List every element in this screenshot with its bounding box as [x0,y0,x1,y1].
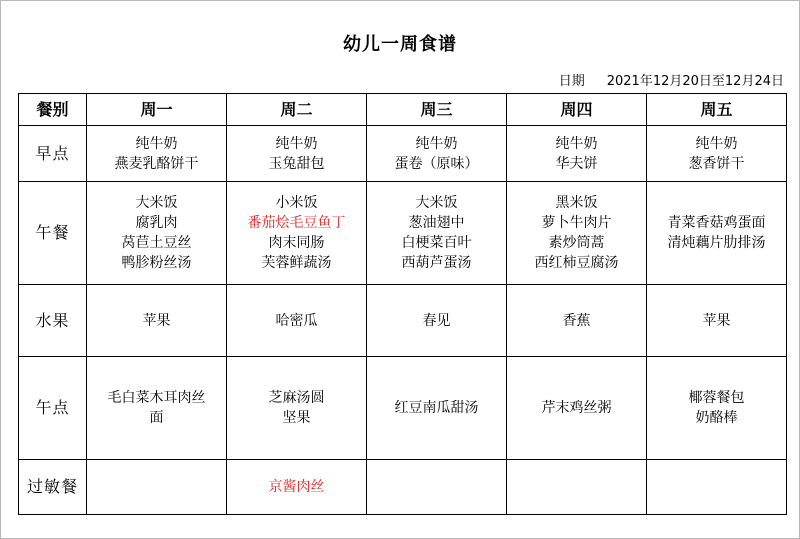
dish-item: 番茄烩毛豆鱼丁 [247,215,346,231]
menu-cell-breakfast-snack-thursday [507,126,647,182]
menu-cell-afternoon-snack-tuesday [227,357,367,460]
dish-item: 纯牛奶 [695,135,738,152]
dish-item: 香蕉 [562,312,591,329]
dish-item: 鸭胗粉丝汤 [121,255,192,271]
dish-item: 玉兔甜包 [268,155,325,172]
dish-item: 纯牛奶 [275,135,318,152]
dish-item: 椰蓉餐包 [688,390,745,406]
dish-item: 大米饭 [135,195,178,211]
menu-cell-lunch-wednesday [367,182,507,285]
menu-row-afternoon-snack [19,357,787,460]
row-label-allergy-meal: 过敏餐 [19,460,87,515]
menu-cell-allergy-meal-friday [647,460,787,515]
dish-item: 毛白菜木耳肉丝 [107,390,206,406]
menu-cell-fruit-thursday [507,285,647,357]
menu-cell-breakfast-snack-wednesday [367,126,507,182]
dish-item: 芹末鸡丝粥 [541,400,612,416]
dish-item: 红豆南瓜甜汤 [394,400,479,416]
menu-cell-afternoon-snack-thursday [507,357,647,460]
menu-row-fruit [19,285,787,357]
menu-cell-lunch-tuesday [227,182,367,285]
dish-item: 莴苣土豆丝 [121,235,192,251]
dish-item: 面 [149,410,164,426]
dish-item: 坚果 [282,410,311,426]
menu-cell-afternoon-snack-monday [87,357,227,460]
dish-item: 奶酪棒 [695,410,738,426]
dish-item: 腐乳肉 [135,215,178,231]
menu-cell-allergy-meal-thursday [507,460,647,515]
header-wednesday: 周三 [367,94,507,126]
dish-item: 白梗菜百叶 [401,235,472,251]
header-row [19,94,787,126]
dish-item: 华夫饼 [555,155,598,172]
header-tuesday: 周二 [227,94,367,126]
menu-cell-breakfast-snack-friday [647,126,787,182]
dish-item: 纯牛奶 [135,135,178,152]
row-label-afternoon-snack: 午点 [19,357,87,460]
date-label: 日期 [558,74,585,89]
header-friday: 周五 [647,94,787,126]
menu-cell-lunch-thursday [507,182,647,285]
header-monday: 周一 [87,94,227,126]
dish-item: 大米饭 [415,195,458,211]
dish-item: 纯牛奶 [415,135,458,152]
dish-item: 萝卜牛肉片 [541,215,612,231]
dish-item: 清炖藕片肋排汤 [667,235,766,251]
menu-cell-lunch-monday [87,182,227,285]
dish-item: 小米饭 [275,195,318,211]
dish-item: 燕麦乳酪饼干 [114,155,199,172]
date-line [559,70,784,89]
dish-item: 蛋卷（原味） [394,155,479,172]
dish-item: 青菜香菇鸡蛋面 [667,215,766,231]
dish-item: 肉末同肠 [268,235,325,251]
menu-cell-allergy-meal-monday [87,460,227,515]
dish-item: 春见 [422,312,451,329]
menu-cell-afternoon-snack-friday [647,357,787,460]
dish-item: 葱油翅中 [408,215,465,231]
menu-cell-fruit-friday [647,285,787,357]
header-meal-type: 餐别 [19,94,87,126]
menu-cell-fruit-tuesday [227,285,367,357]
dish-item: 葱香饼干 [688,155,745,172]
dish-item: 西葫芦蛋汤 [401,255,472,271]
page-title: 幼儿一周食谱 [343,34,457,55]
dish-item: 哈密瓜 [275,312,318,329]
row-label-breakfast-snack: 早点 [19,126,87,182]
menu-body [19,126,787,515]
dish-item: 芙蓉鲜蔬汤 [261,255,332,271]
menu-cell-allergy-meal-tuesday [227,460,367,515]
dish-item: 西红柿豆腐汤 [534,255,619,271]
header-thursday: 周四 [507,94,647,126]
menu-cell-lunch-friday [647,182,787,285]
menu-cell-breakfast-snack-monday [87,126,227,182]
dish-item: 苹果 [702,312,731,329]
menu-cell-allergy-meal-wednesday [367,460,507,515]
row-label-lunch: 午餐 [19,182,87,285]
menu-cell-afternoon-snack-wednesday [367,357,507,460]
dish-item: 京酱肉丝 [268,479,325,495]
dish-item: 黑米饭 [555,195,598,211]
menu-cell-fruit-monday [87,285,227,357]
row-label-fruit: 水果 [19,285,87,357]
dish-item: 苹果 [142,312,171,329]
date-range: 2021年12月20日至12月24日 [606,74,784,89]
menu-row-allergy-meal [19,460,787,515]
dish-item: 纯牛奶 [555,135,598,152]
menu-row-lunch [19,182,787,285]
menu-row-breakfast-snack [19,126,787,182]
dish-item: 芝麻汤圆 [268,390,325,406]
dish-item: 素炒筒蒿 [548,235,605,251]
menu-table [18,93,787,515]
menu-cell-fruit-wednesday [367,285,507,357]
menu-cell-breakfast-snack-tuesday [227,126,367,182]
